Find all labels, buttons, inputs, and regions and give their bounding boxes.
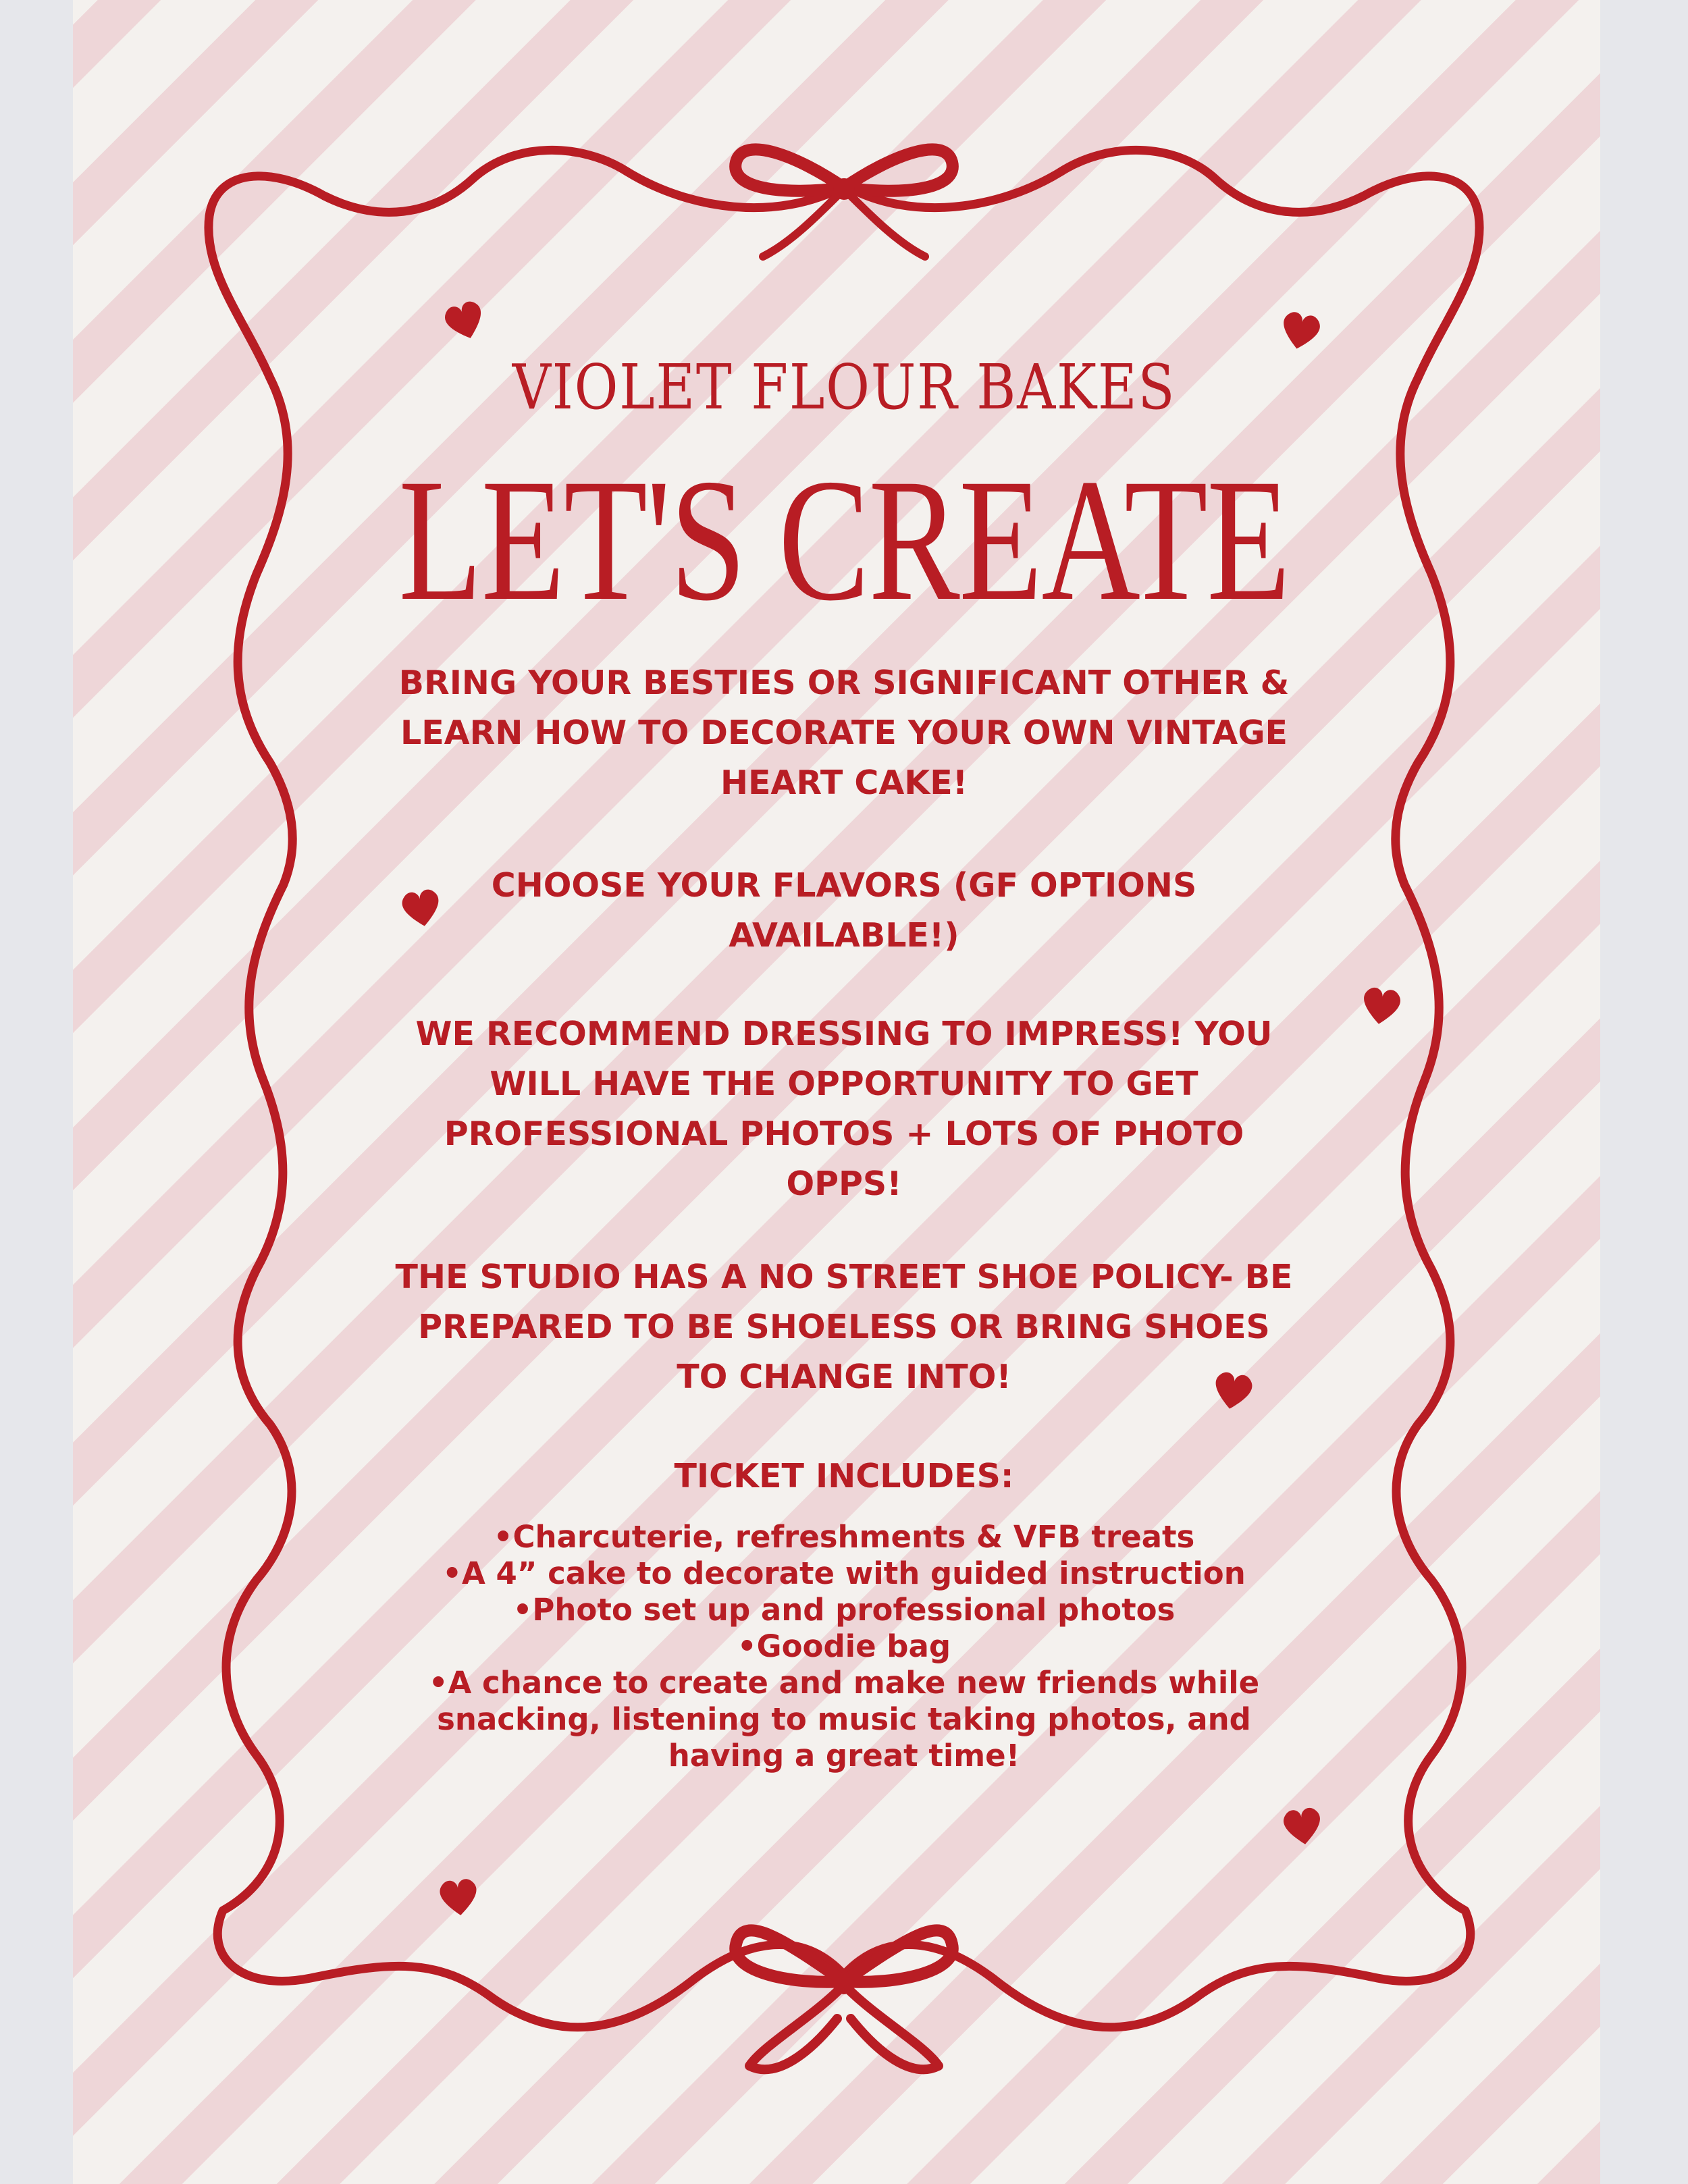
heart-icon xyxy=(1282,1807,1323,1847)
text-line: OPPS! xyxy=(786,1165,902,1203)
text-line: CHOOSE YOUR FLAVORS (GF OPTIONS xyxy=(491,866,1197,905)
shoe-policy-paragraph xyxy=(0,1252,1688,1402)
text-line: AVAILABLE!) xyxy=(729,916,959,955)
text-line: WILL HAVE THE OPPORTUNITY TO GET xyxy=(490,1065,1198,1103)
heart-icon xyxy=(442,299,488,344)
dress-paragraph xyxy=(0,1009,1688,1209)
text-line: THE STUDIO HAS A NO STREET SHOE POLICY- BE xyxy=(395,1258,1293,1296)
heart-icon xyxy=(439,1878,479,1917)
text-line: BRING YOUR BESTIES OR SIGNIFICANT OTHER & xyxy=(398,664,1290,702)
list-item: having a great time! xyxy=(668,1738,1020,1774)
heart-icon xyxy=(1279,310,1322,352)
ticket-heading: TICKET INCLUDES: xyxy=(674,1457,1014,1495)
page-title: LET'S CREATE xyxy=(398,443,1290,637)
intro-paragraph xyxy=(0,658,1688,808)
text-line: PROFESSIONAL PHOTOS + LOTS OF PHOTO xyxy=(444,1115,1244,1153)
list-item: •Charcuterie, refreshments & VFB treats xyxy=(493,1519,1195,1555)
list-item: •A 4” cake to decorate with guided instruction xyxy=(442,1555,1246,1591)
text-line: HEART CAKE! xyxy=(720,764,968,802)
list-item: •A chance to create and make new friends while xyxy=(428,1665,1260,1701)
bottom-bow-icon xyxy=(735,1930,953,2069)
text-line: PREPARED TO BE SHOELESS OR BRING SHOES xyxy=(418,1308,1270,1346)
brand-name: VIOLET FLOUR BAKES xyxy=(512,351,1176,423)
text-line: LEARN HOW TO DECORATE YOUR OWN VINTAGE xyxy=(400,714,1288,752)
list-item: •Photo set up and professional photos xyxy=(512,1592,1176,1628)
ticket-includes-list xyxy=(0,1519,1688,1774)
text-line: WE RECOMMEND DRESSING TO IMPRESS! YOU xyxy=(415,1015,1273,1053)
list-item: •Goodie bag xyxy=(737,1628,951,1664)
list-item: snacking, listening to music taking photos, and xyxy=(437,1701,1251,1737)
text-line: TO CHANGE INTO! xyxy=(677,1358,1011,1396)
flavors-paragraph xyxy=(0,861,1688,961)
